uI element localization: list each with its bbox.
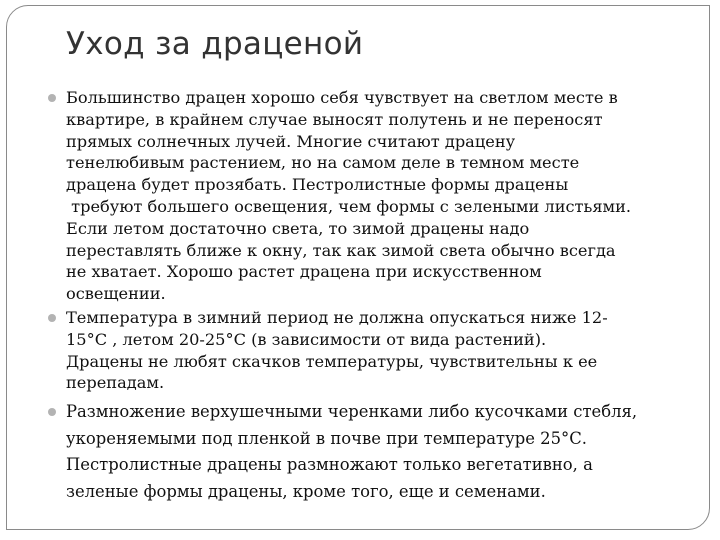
slide-title: Уход за драценой xyxy=(66,26,364,62)
bullet-line: переставлять ближе к окну, так как зимой света обычно всегда xyxy=(66,240,616,260)
bullet-list xyxy=(66,87,674,505)
bullet-line: перепадам. xyxy=(66,373,165,393)
bullet-line: укореняемыми под пленкой в почве при температуре 25°С. xyxy=(66,428,587,448)
bullet-line: драцена будет прозябать. Пестролистные формы драцены xyxy=(66,175,569,195)
bullet-dot-icon xyxy=(48,94,56,102)
bullet-line: освещении. xyxy=(66,284,166,304)
bullet-line: Если летом достаточно света, то зимой драцены надо xyxy=(66,218,530,238)
bullet-line: 15°С , летом 20-25°С (в зависимости от вида растений). xyxy=(66,329,547,349)
bullet-line: Размножение верхушечными черенками либо кусочками стебля, xyxy=(66,402,638,422)
bullet-line: Драцены не любят скачков температуры, чувствительны к ее xyxy=(66,351,598,371)
bullet-line: зеленые формы драцены, кроме того, еще и семенами. xyxy=(66,481,546,501)
bullet-line: тенелюбивым растением, но на самом деле в темном месте xyxy=(66,153,580,173)
bullet-line: Температура в зимний период не должна опускаться ниже 12- xyxy=(66,307,608,327)
bullet-temperature xyxy=(66,307,674,394)
bullet-line: Большинство драцен хорошо себя чувствует на светлом месте в xyxy=(66,88,618,107)
bullet-propagation xyxy=(66,399,674,505)
bullet-line: требуют большего освещения, чем формы с зелеными листьями. xyxy=(66,196,632,216)
bullet-line: прямых солнечных лучей. Многие считают драцену xyxy=(66,131,516,151)
bullet-line: не хватает. Хорошо растет драцена при искусственном xyxy=(66,262,542,282)
bullet-lighting xyxy=(66,87,674,305)
bullet-dot-icon xyxy=(48,314,56,322)
bullet-line: квартире, в крайнем случае выносят полутень и не переносят xyxy=(66,109,603,129)
bullet-line: Пестролистные драцены размножают только вегетативно, а xyxy=(66,455,593,475)
